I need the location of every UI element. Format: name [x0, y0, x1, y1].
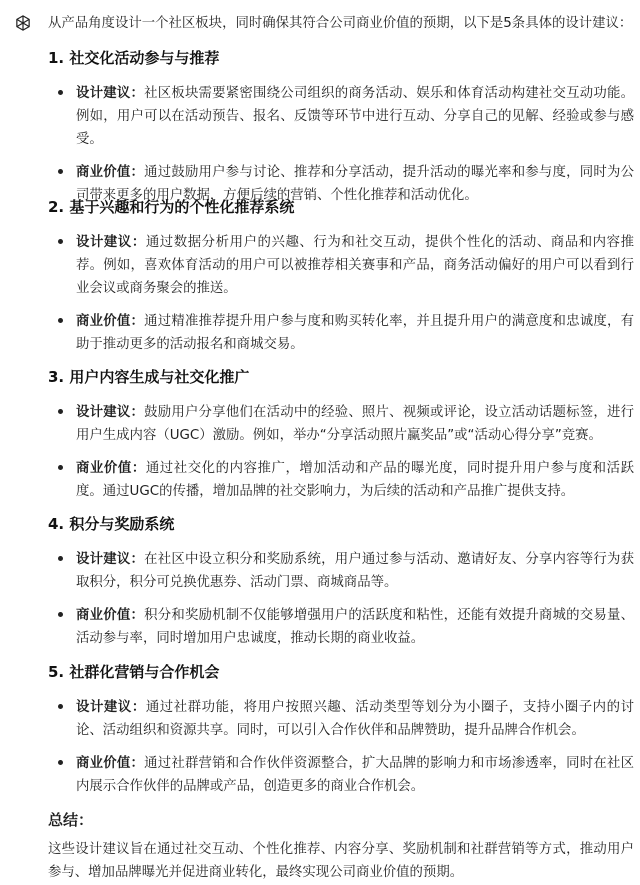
item-text: 通过数据分析用户的兴趣、行为和社交互动，提供个性化的活动、商品和内容推荐。例如，喜欢体育活动的用户可以被推荐相关赛事和产品，商务活动偏好的用户可以看到行业会议或商务聚会的推送。: [76, 235, 635, 296]
label-separator: ：: [130, 165, 145, 180]
item-text: 通过社群功能，将用户按照兴趣、活动类型等划分为小圈子，支持小圈子内的讨论、活动组织和资源共享。同时，可以引入合作伙伴和品牌赞助，提升品牌合作机会。: [76, 700, 635, 738]
item-text: 通过鼓励用户参与讨论、推荐和分享活动，提升活动的曝光率和参与度，同时为公司带来更多的用户数据，方便后续的营销、个性化推荐和活动优化。: [76, 165, 635, 203]
section-heading: 3. 用户内容生成与社交化推广: [48, 368, 250, 386]
bullet-icon: [58, 704, 63, 709]
section-1: [48, 48, 634, 207]
item-text: 积分和奖励机制不仅能够增强用户的活跃度和粘性，还能有效提升商城的交易量、活动参与率，同时增加用户忠诚度，推动长期的商业收益。: [76, 608, 635, 646]
section-2: [48, 197, 634, 356]
item-text: 通过精准推荐提升用户参与度和购买转化率，并且提升用户的满意度和忠诚度，有助于推动更多的活动报名和商城交易。: [76, 314, 635, 352]
list-item: [48, 82, 634, 151]
item-label: 设计建议: [76, 86, 131, 101]
label-separator: ：: [130, 86, 145, 101]
section-heading: 1. 社交化活动参与与推荐: [48, 49, 220, 67]
bullet-icon: [58, 90, 63, 95]
item-text: 鼓励用户分享他们在活动中的经验、照片、视频或评论，设立活动话题标签，进行用户生成内容（UGC）激励。例如，举办“分享活动照片赢奖品”或“活动心得分享”竞赛。: [76, 405, 635, 443]
label-separator: ：: [130, 314, 145, 329]
list-item: [48, 548, 634, 594]
item-label: 商业价值: [76, 608, 131, 623]
label-separator: ：: [130, 756, 145, 771]
item-text: 在社区中设立积分和奖励系统，用户通过参与活动、邀请好友、分享内容等行为获取积分，积分可兑换优惠券、活动门票、商城商品等。: [76, 552, 635, 590]
label-separator: ：: [131, 700, 146, 715]
label-separator: ：: [131, 461, 146, 476]
section-4: [48, 514, 634, 650]
bullet-icon: [58, 318, 63, 323]
item-label: 商业价值: [76, 756, 131, 771]
label-separator: ：: [130, 552, 145, 567]
label-separator: ：: [130, 405, 145, 420]
list-item: [48, 457, 634, 503]
bullet-icon: [58, 169, 63, 174]
section-3: [48, 367, 634, 503]
item-label: 设计建议: [76, 552, 131, 567]
chatgpt-logo-icon: [14, 14, 32, 32]
list-item: [48, 604, 634, 650]
bullet-icon: [58, 465, 63, 470]
list-item: [48, 401, 634, 447]
item-label: 商业价值: [76, 314, 131, 329]
label-separator: ：: [130, 608, 145, 623]
list-item: [48, 696, 634, 742]
section-heading: 2. 基于兴趣和行为的个性化推荐系统: [48, 198, 295, 216]
bullet-icon: [58, 760, 63, 765]
item-label: 设计建议: [76, 700, 132, 715]
list-item: [48, 752, 634, 798]
bullet-icon: [58, 239, 63, 244]
item-label: 商业价值: [76, 461, 132, 476]
item-text: 通过社群营销和合作伙伴资源整合，扩大品牌的影响力和市场渗透率，同时在社区内展示合作伙伴的品牌或产品，创造更多的商业合作机会。: [76, 756, 635, 794]
summary-text: 这些设计建议旨在通过社交互动、个性化推荐、内容分享、奖励机制和社群营销等方式，推动用户参与、增加品牌曝光并促进商业转化，最终实现公司商业价值的预期。: [48, 842, 634, 880]
item-label: 商业价值: [76, 165, 131, 180]
summary-title: 总结：: [48, 811, 94, 829]
bullet-icon: [58, 556, 63, 561]
section-heading: 4. 积分与奖励系统: [48, 515, 175, 533]
list-item: [48, 310, 634, 356]
list-item: [48, 231, 634, 300]
intro-text: 从产品角度设计一个社区板块，同时确保其符合公司商业价值的预期，以下是5条具体的设计建议：: [48, 16, 633, 31]
bullet-icon: [58, 612, 63, 617]
item-label: 设计建议: [76, 235, 132, 250]
section-5: [48, 662, 634, 798]
label-separator: ：: [131, 235, 146, 250]
bullet-icon: [58, 409, 63, 414]
item-text: 通过社交化的内容推广，增加活动和产品的曝光度，同时提升用户参与度和活跃度。通过UGC的传播，增加品牌的社交影响力，为后续的活动和产品推广提供支持。: [76, 461, 635, 499]
item-label: 设计建议: [76, 405, 131, 420]
item-text: 社区板块需要紧密围绕公司组织的商务活动、娱乐和体育活动构建社交互动功能。例如，用户可以在活动预告、报名、反馈等环节中进行互动、分享自己的见解、经验或参与感受。: [76, 86, 635, 147]
section-heading: 5. 社群化营销与合作机会: [48, 663, 220, 681]
